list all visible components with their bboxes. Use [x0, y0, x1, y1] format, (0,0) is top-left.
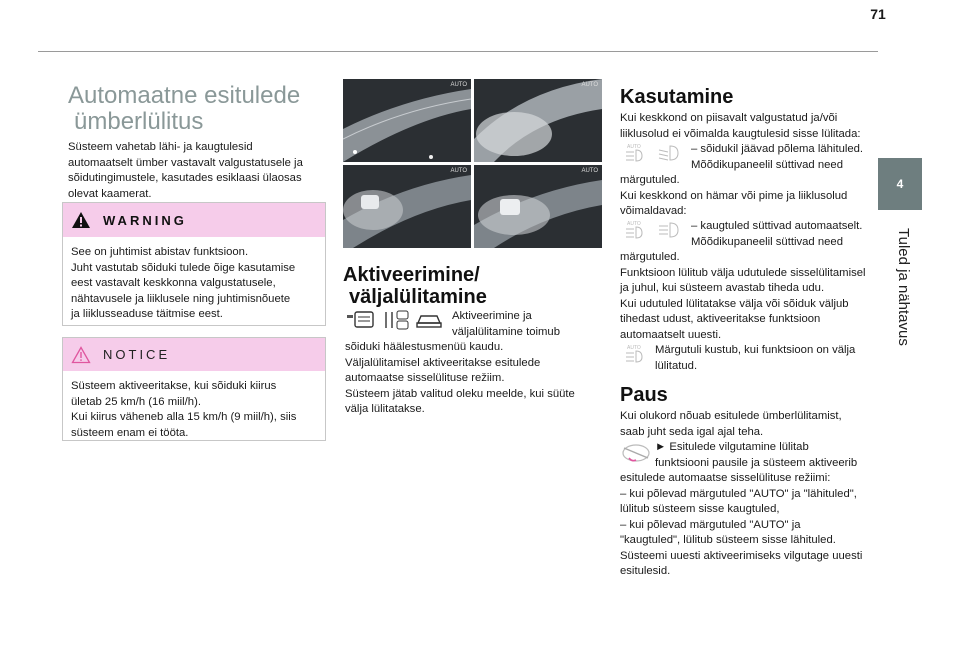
notice-triangle-icon	[71, 346, 91, 364]
flash-stalk-icon-wrap	[620, 440, 652, 469]
notice-header	[63, 338, 325, 371]
road-illustration	[474, 165, 602, 248]
chapter-tab[interactable]: 4	[878, 158, 922, 210]
notice-title: NOTICE	[103, 347, 171, 362]
auto-highbeam-icons	[622, 219, 682, 239]
road-illustration	[343, 79, 471, 162]
low-beam-icon	[656, 142, 682, 162]
warning-text: See on juhtimist abistav funktsioon. Juht vastutab sõiduki tulede õige kasutamise eest vastavalt keskkonna valgustatusele, nähtavusele ja liiklusele ning juhtimisnõuete ja liiklusseaduse täitmise eest.	[71, 246, 296, 320]
headlamp-flash-stalk-icon	[620, 440, 652, 464]
headlight-photos	[343, 79, 602, 248]
top-rule	[38, 51, 878, 52]
pause-flash-text: ► Esitulede vilgutamine lülitab funktsiooni pausile ja süsteem aktiveerib	[655, 441, 858, 469]
svg-text:AUTO: AUTO	[627, 221, 641, 227]
auto-off-icon-wrap	[622, 343, 652, 368]
warning-box	[62, 202, 326, 326]
auto-headlamp-off-icon	[622, 343, 652, 363]
pause-paragraph: esitulede automaatse sisselülituse režiimi: – kui põlevad märgutuled "AUTO" ja "lähituled", lülitub süsteem sisse kaugtuled, – kui põlevad märgutuled "AUTO" ja "kaugtuled", lülitub süsteem sisse lähituled. Süsteemi uuesti aktiveerimiseks vilgutage uuesti esitulesid.	[620, 472, 863, 577]
pause-intro: Kui olukord nõuab esitulede ümberlülitamist, saab juht seda igal ajal teha.	[620, 410, 842, 438]
notice-text: Süsteem aktiveeritakse, kui sõiduki kiirus ületab 25 km/h (16 miil/h). Kui kiirus väheneb alla 15 km/h (9 miil/h), siis süsteem enam ei tööta.	[71, 380, 297, 439]
usage-heading: Kasutamine	[620, 86, 734, 108]
touchscreen-icon	[345, 310, 377, 330]
photo-high-beam-road: AUTO	[474, 79, 602, 162]
svg-text:AUTO: AUTO	[627, 144, 641, 150]
warning-triangle-icon	[71, 211, 91, 229]
activation-heading: Aktiveerimine/ väljalülitamine	[343, 264, 487, 308]
usage-item3: Märgutuli kustub, kui funktsioon on välja lülitatud.	[655, 344, 856, 372]
warning-title: WARNING	[103, 212, 187, 228]
menu-icons	[345, 309, 443, 331]
road-illustration	[343, 165, 471, 248]
intro-paragraph: Süsteem vahetab lähi- ja kaugtulesid automaatselt ümber vastavalt valgustatusele ja sõidutingimustele, kasutades esiklaasi ülaosas olevat kaamerat.	[68, 141, 303, 200]
chapter-title: Tuled ja nähtavus	[895, 228, 912, 346]
car-icon	[415, 310, 443, 330]
high-beam-icon	[656, 219, 682, 239]
usage-fog-paragraph: märgutuled. Funktsioon lülitub välja udutulede sisselülitamisel ja juhul, kui süsteem avastab tiheda udu. Kui udutuled lülitatakse välja või sõiduk väljub tihedast udust, aktiveeritakse funktsioon automaatselt uuesti.	[620, 251, 866, 341]
warning-header	[63, 203, 325, 237]
usage-intro: Kui keskkond on piisavalt valgustatud ja/või liiklusolud ei võimalda kaugtulesid sisse lülitada:	[620, 112, 861, 140]
usage-dark-paragraph: märgutuled. Kui keskkond on hämar või pime ja liiklusolud võimaldavad:	[620, 174, 848, 217]
photo-car-ahead-left: AUTO	[343, 165, 471, 248]
usage-item2: – kaugtuled süttivad automaatselt. Mõõdikupaneelil süttivad need	[691, 220, 863, 248]
activation-icon-text: Aktiveerimine ja väljalülitamine toimub	[452, 310, 560, 338]
notice-box	[62, 337, 326, 441]
svg-text:AUTO: AUTO	[627, 345, 641, 351]
auto-headlamp-icon	[622, 219, 652, 239]
page-number: 71	[870, 6, 886, 22]
auto-lowbeam-icons	[622, 142, 682, 162]
road-illustration	[474, 79, 602, 162]
section-heading: Automaatne esitulede ümberlülitus	[68, 82, 301, 135]
photo-car-ahead-right: AUTO	[474, 165, 602, 248]
activation-paragraph: sõiduki häälestusmenüü kaudu. Väljalülitamisel aktiveeritakse esitulede automaatse sisselülituse režiim. Süsteem jätab valitud oleku meelde, kui süüte välja lülitatakse.	[345, 341, 575, 415]
usage-item1: – sõidukil jäävad põlema lähituled. Mõõdikupaneelil süttivad need	[691, 143, 864, 171]
photo-low-beam-night: AUTO	[343, 79, 471, 162]
auto-headlamp-icon	[622, 142, 652, 162]
settings-sliders-icon	[381, 309, 411, 331]
pause-heading: Paus	[620, 384, 668, 406]
